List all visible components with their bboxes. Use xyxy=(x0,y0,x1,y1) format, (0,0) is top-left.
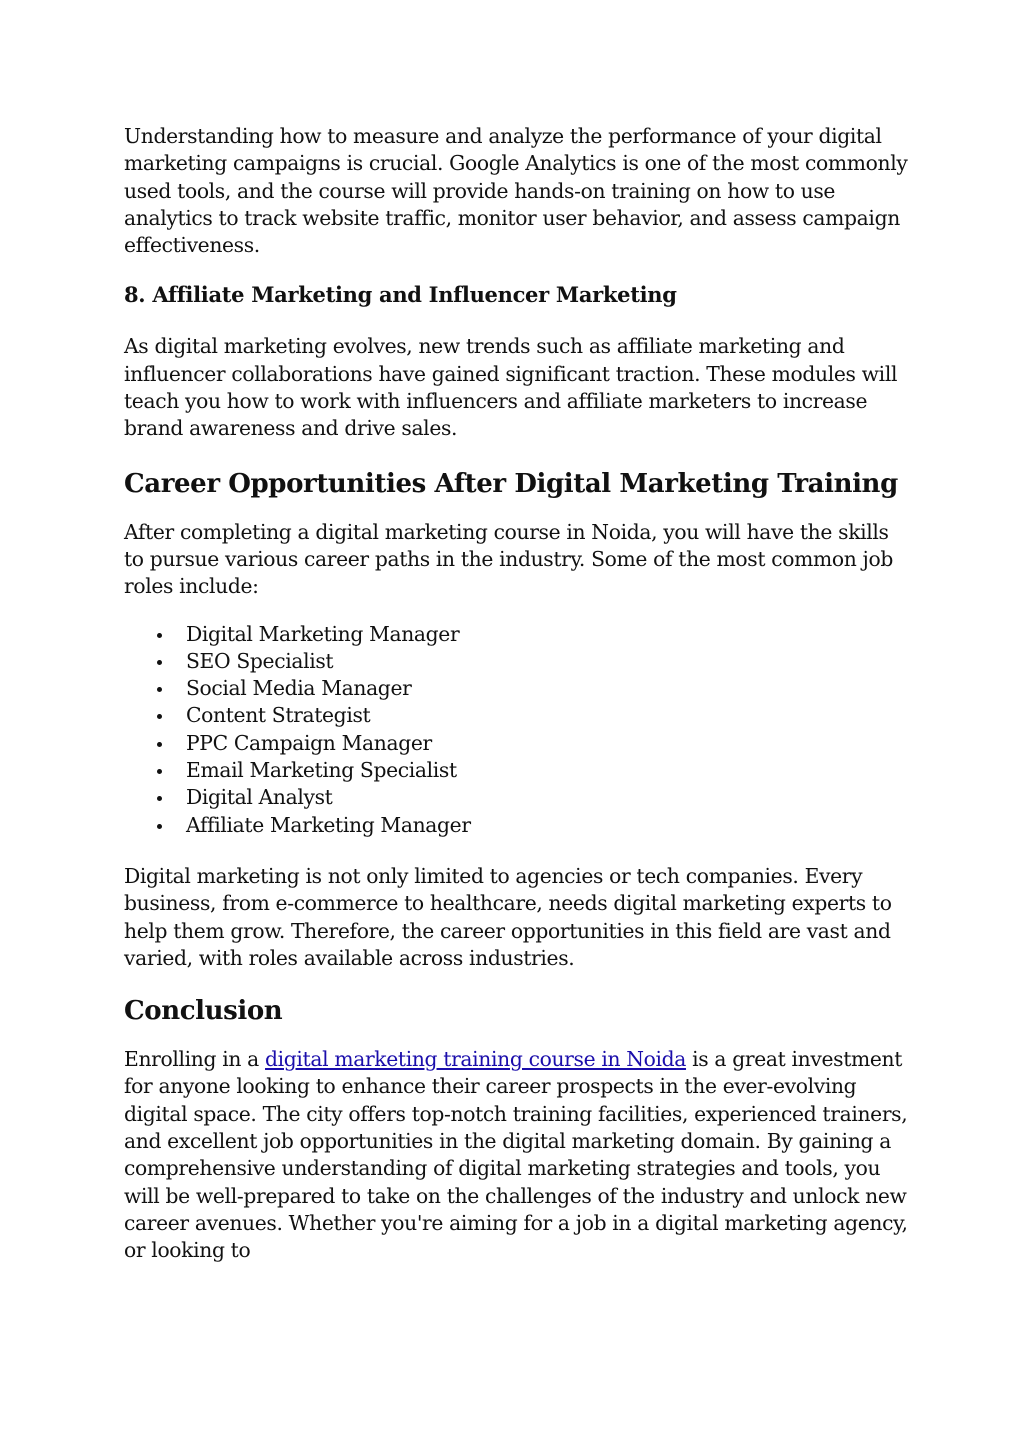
list-item: Email Marketing Specialist xyxy=(186,757,914,784)
list-item: Content Strategist xyxy=(186,702,914,729)
conclusion-text-start: Enrolling in a xyxy=(124,1047,266,1072)
list-item: Affiliate Marketing Manager xyxy=(186,812,914,839)
list-item: Digital Analyst xyxy=(186,784,914,811)
list-item: Social Media Manager xyxy=(186,675,914,702)
document-page xyxy=(124,123,914,1265)
career-heading: Career Opportunities After Digital Marketing Training xyxy=(124,468,898,499)
conclusion-heading: Conclusion xyxy=(124,996,283,1027)
career-intro-paragraph: After completing a digital marketing course in Noida, you will have the skills to pursue various career paths in the industry. Some of the most common job roles include: xyxy=(124,519,893,599)
list-item: SEO Specialist xyxy=(186,648,914,675)
conclusion-text-end: is a great investment for anyone looking to enhance their career prospects in the ever-evolving digital space. The city offers top-notch training facilities, experienced trainers, and excellent job opportunities in the digital marketing domain. By gaining a comprehensive understanding of digital marketing strategies and tools, you will be well-prepared to take on the challenges of the industry and unlock new career avenues. Whether you're aiming for a job in a digital marketing agency, or looking to xyxy=(124,1047,908,1263)
intro-paragraph: Understanding how to measure and analyze the performance of your digital marketing campaigns is crucial. Google Analytics is one of the most commonly used tools, and the course will provide hands-on training on how to use analytics to track website traffic, monitor user behavior, and assess campaign effectiveness. xyxy=(124,124,908,258)
affiliate-heading: 8. Affiliate Marketing and Influencer Marketing xyxy=(124,282,677,308)
job-roles-list xyxy=(124,621,914,839)
course-link[interactable]: digital marketing training course in Noida xyxy=(265,1047,687,1072)
career-closing-paragraph: Digital marketing is not only limited to agencies or tech companies. Every business, from e-commerce to healthcare, needs digital marketing experts to help them grow. Therefore, the career opportunities in this field are vast and varied, with roles available across industries. xyxy=(124,863,892,970)
list-item: Digital Marketing Manager xyxy=(186,621,914,648)
list-item: PPC Campaign Manager xyxy=(186,730,914,757)
conclusion-paragraph xyxy=(124,1046,914,1264)
affiliate-paragraph: As digital marketing evolves, new trends such as affiliate marketing and influencer collaborations have gained significant traction. These modules will teach you how to work with influencers and affiliate marketers to increase brand awareness and drive sales. xyxy=(124,334,898,441)
